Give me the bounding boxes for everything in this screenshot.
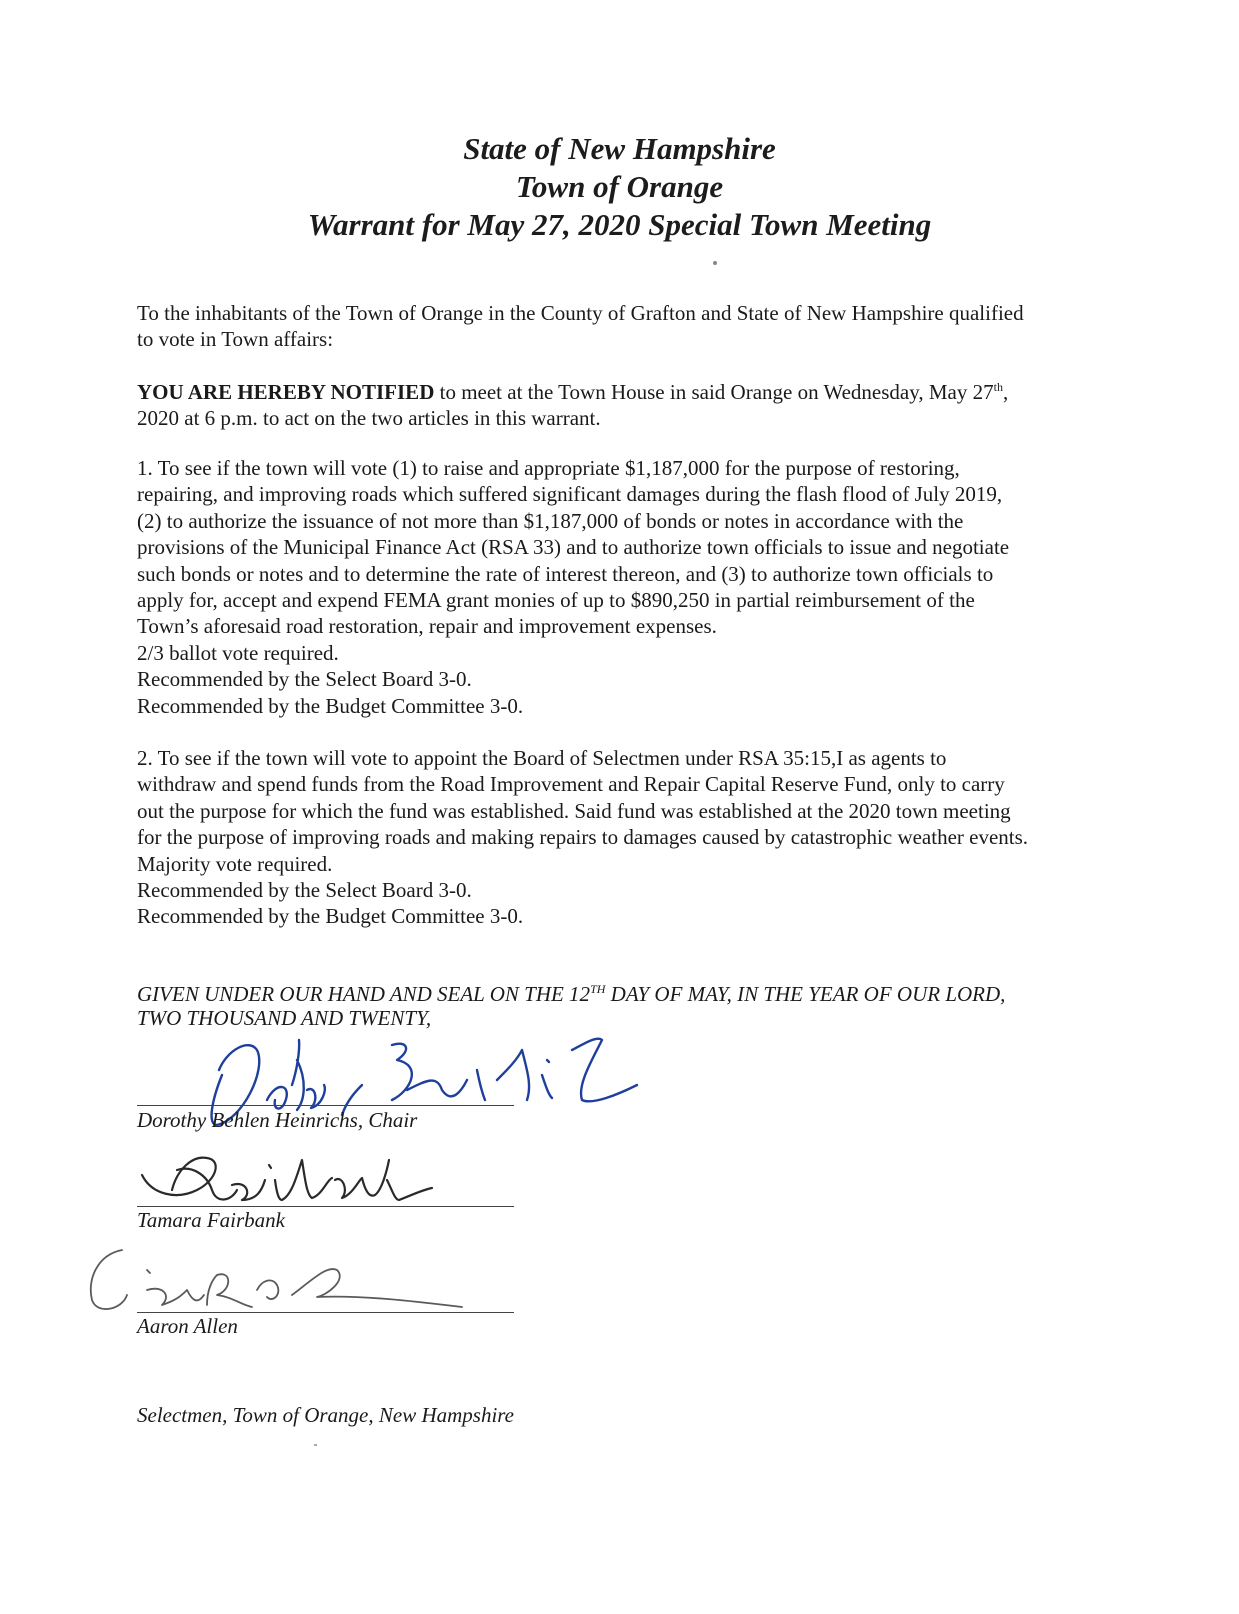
article-2 (137, 745, 1117, 930)
article-1-select-board: Recommended by the Select Board 3-0. (137, 667, 472, 692)
notice-comma: , (1002, 380, 1009, 404)
signatory-name-chair: Dorothy Behlen Heinrichs, Chair (137, 1108, 418, 1132)
document-header (0, 130, 1239, 244)
article-2-line: out the purpose for which the fund was established. Said fund was established at the 2020 town meeting (137, 798, 1011, 823)
signature-block-fairbank (137, 1150, 517, 1230)
given-text: GIVEN UNDER OUR HAND AND SEAL ON THE 12 (137, 982, 591, 1006)
article-1-budget-committee: Recommended by the Budget Committee 3-0. (137, 693, 524, 718)
signature-block-allen (137, 1235, 517, 1345)
footer-selectmen-title: Selectmen, Town of Orange, New Hampshire (137, 1403, 515, 1427)
article-1-line: repairing, and improving roads which suffered significant damages during the flash flood of July 2019, (137, 482, 1003, 507)
notice-text: to meet at the Town House in said Orange on Wednesday, May 27 (434, 380, 994, 404)
intro-line-1: To the inhabitants of the Town of Orange in the County of Grafton and State of New Hampshire qualified (137, 301, 1024, 325)
article-1-line: apply for, accept and expend FEMA grant monies of up to $890,250 in partial reimbursement of the (137, 588, 975, 613)
signatory-name-fairbank: Tamara Fairbank (137, 1208, 285, 1232)
signature-line (137, 1312, 514, 1313)
header-town: Town of Orange (515, 169, 724, 204)
notice-paragraph (137, 379, 1117, 432)
given-sup: TH (590, 982, 606, 996)
notice-sup: th (993, 380, 1003, 394)
article-2-vote-requirement: Majority vote required. (137, 851, 333, 876)
article-1-line: provisions of the Municipal Finance Act (RSA 33) and to authorize town officials to issue and negotiate (137, 535, 1010, 560)
scan-speck (713, 261, 717, 265)
article-1 (137, 455, 1117, 719)
header-warrant-title: Warrant for May 27, 2020 Special Town Meeting (307, 207, 932, 242)
signatory-name-allen: Aaron Allen (137, 1314, 238, 1338)
intro-line-2: to vote in Town affairs: (137, 327, 334, 352)
article-2-select-board: Recommended by the Select Board 3-0. (137, 878, 472, 903)
signature-line (137, 1206, 514, 1207)
given-under-hand-statement (137, 982, 1127, 1030)
signature-block-chair (137, 1030, 517, 1140)
article-1-line: such bonds or notes and to determine the rate of interest thereon, and (3) to authorize town officials to (137, 561, 994, 586)
article-2-line: withdraw and spend funds from the Road Improvement and Repair Capital Reserve Fund, only to carry (137, 772, 1005, 797)
intro-paragraph (137, 300, 1117, 353)
article-1-line: 1. To see if the town will vote (1) to raise and appropriate $1,187,000 for the purpose of restoring, (137, 456, 960, 480)
article-2-budget-committee: Recommended by the Budget Committee 3-0. (137, 904, 524, 929)
given-text-2: DAY OF MAY, IN THE YEAR OF OUR LORD, (605, 982, 1006, 1006)
article-1-line: Town’s aforesaid road restoration, repair and improvement expenses. (137, 614, 717, 639)
article-2-line: for the purpose of improving roads and making repairs to damages caused by catastrophic weather events. (137, 825, 1029, 850)
notice-line-2: 2020 at 6 p.m. to act on the two articles in this warrant. (137, 406, 601, 431)
article-2-line: 2. To see if the town will vote to appoint the Board of Selectmen under RSA 35:15,I as agents to (137, 746, 947, 770)
signature-line (137, 1105, 514, 1106)
article-1-line: (2) to authorize the issuance of not more than $1,187,000 of bonds or notes in accordance with the (137, 508, 964, 533)
scan-speck (314, 1444, 317, 1446)
header-state: State of New Hampshire (463, 131, 776, 166)
given-line-2: TWO THOUSAND AND TWENTY, (137, 1006, 432, 1030)
notice-bold: YOU ARE HEREBY NOTIFIED (137, 380, 435, 404)
article-1-vote-requirement: 2/3 ballot vote required. (137, 640, 339, 665)
